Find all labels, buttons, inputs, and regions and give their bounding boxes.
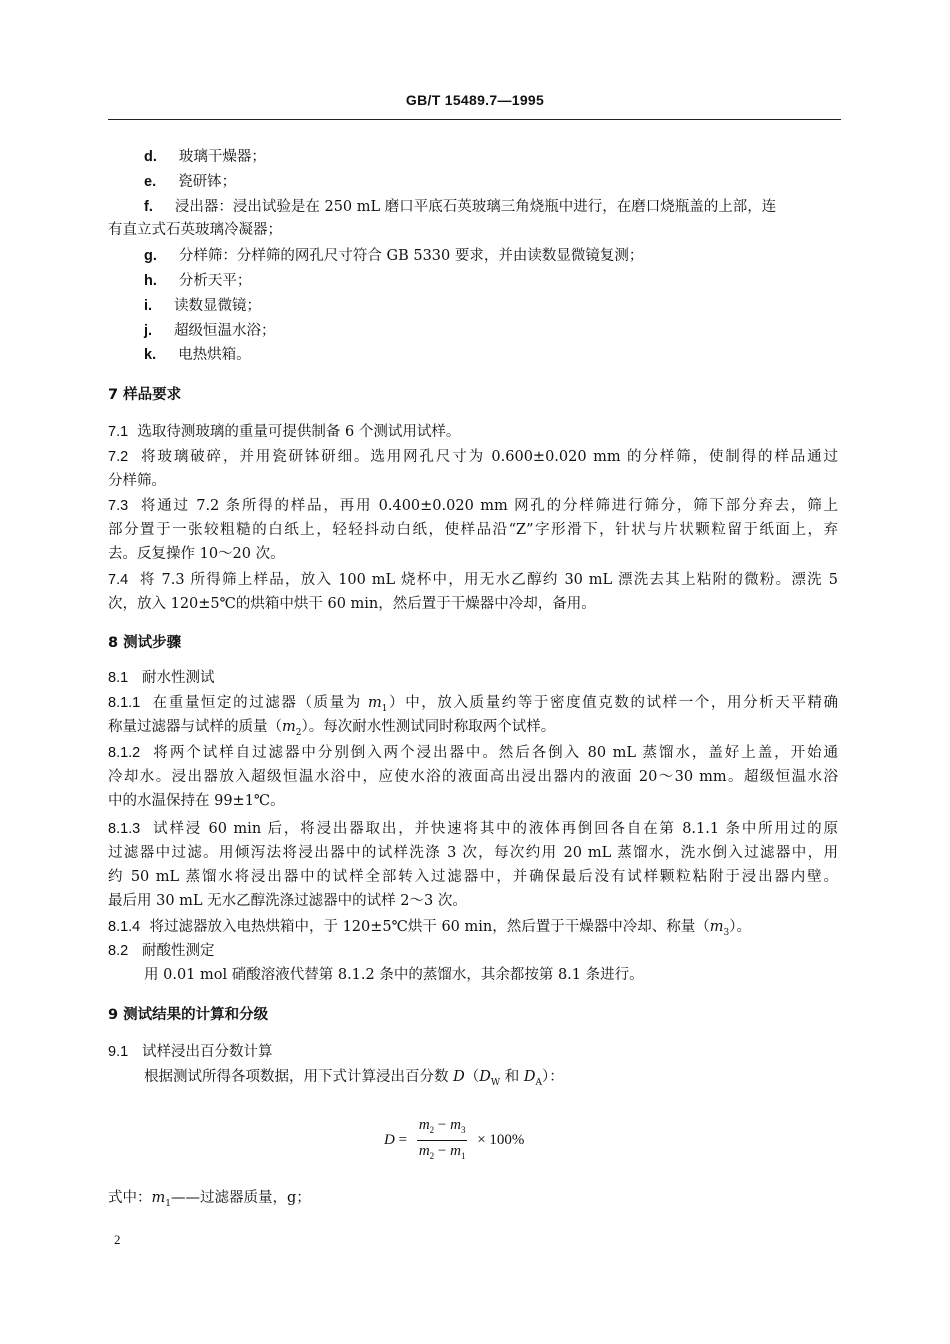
para-8-2-text: 用 0.01 mol 硝酸溶液代替第 8.1.2 条中的蒸馏水，其余都按第 8.1 条进行。 <box>144 967 644 983</box>
item-label: i. <box>144 298 153 314</box>
para-9-1 <box>108 1041 273 1063</box>
para-8-1-2-cont: 冷却水。浸出器放入超级恒温水浴中，应使水浴的液面高出浸出器内的液面 20～30 mm。超级恒温水浴 <box>108 769 838 785</box>
clause-number: 7.2 <box>108 449 129 465</box>
list-item-f-cont: 有直立式石英玻璃冷凝器； <box>108 222 282 238</box>
para-8-1-2-cont2: 中的水温保持在 99±1℃。 <box>108 793 285 809</box>
item-text: 分析天平； <box>178 273 252 289</box>
clause-text: 将通过 7.2 条所得的样品，再用 0.400±0.020 mm 网孔的分样筛进行筛分，筛下部分弃去，筛上 <box>140 498 838 514</box>
item-label: g. <box>144 248 157 264</box>
para-8-1 <box>108 667 215 689</box>
formula-lhs: D <box>384 1131 395 1148</box>
para-7-1 <box>108 421 460 443</box>
section-8-heading: 8 测试步骤 <box>108 635 182 651</box>
clause-title: 耐酸性测定 <box>142 943 215 959</box>
list-item-e <box>144 171 236 193</box>
list-item-g <box>144 245 643 267</box>
para-8-2 <box>108 940 215 962</box>
clause-number: 8.1.2 <box>108 745 141 761</box>
clause-text: 根据测试所得各项数据，用下式计算浸出百分数 <box>144 1069 454 1085</box>
clause-text: 选取待测玻璃的重量可提供制备 6 个测试用试样。 <box>137 424 461 440</box>
item-text: 超级恒温水浴； <box>174 323 276 339</box>
clause-number: 7.1 <box>108 424 129 440</box>
section-9-heading: 9 测试结果的计算和分级 <box>108 1007 269 1023</box>
clause-text: 试样浸 60 min 后，将浸出器取出，并快速将其中的液体再倒回各自在第 8.1.1 条中所用过的原 <box>153 821 838 837</box>
formula-equals: = <box>398 1131 408 1148</box>
item-text: 瓷研钵； <box>178 174 237 190</box>
clause-text-cont: ）中，放入质量约等于密度值克数的试样一个，用分析天平精确 <box>387 695 839 711</box>
item-text: 玻璃干燥器； <box>178 149 266 165</box>
clause-text: 称量过滤器与试样的质量（ <box>108 719 282 735</box>
para-7-3-cont2: 去。反复操作 10～20 次。 <box>108 546 285 562</box>
clause-title: 试样浸出百分数计算 <box>142 1044 273 1060</box>
list-item-j <box>144 320 276 342</box>
clause-title: 耐水性测试 <box>142 670 215 686</box>
clause-text: 在重量恒定的过滤器（质量为 <box>152 695 369 711</box>
formula-fraction <box>417 1116 468 1165</box>
formula-leach-percentage <box>384 1116 524 1165</box>
item-label: e. <box>144 174 157 190</box>
clause-text-cont: ）。每次耐水性测试同时称取两个试样。 <box>301 719 556 735</box>
header-rule <box>108 119 841 120</box>
item-text: 电热烘箱。 <box>178 347 251 363</box>
para-8-1-1-cont: 称量过滤器与试样的质量$(m_2)$。每次耐水性测试同时称取两个试样。 <box>108 719 556 738</box>
para-8-1-3 <box>108 818 838 840</box>
clause-number: 8.1 <box>108 670 129 686</box>
formula-numerator: $m_2 - m_3$ <box>417 1116 468 1141</box>
clause-number: 9.1 <box>108 1044 129 1060</box>
item-label: h. <box>144 273 157 289</box>
list-item-f <box>144 196 776 218</box>
list-item-k <box>144 344 251 366</box>
clause-text: 将两个试样自过滤器中分别倒入两个浸出器中。然后各倒入 80 mL 蒸馏水，盖好上盖，开始通 <box>153 745 839 761</box>
item-label: k. <box>144 347 157 363</box>
formula-multiplier: × 100% <box>477 1131 525 1148</box>
section-7-heading: 7 样品要求 <box>108 387 182 403</box>
document-number: GB/T 15489.7—1995 <box>405 92 545 108</box>
clause-text: 将过滤器放入电热烘箱中，于 120±5℃烘干 60 min，然后置于干燥器中冷却、称量（ <box>149 919 710 935</box>
item-text: 读数显微镜； <box>174 298 262 314</box>
item-label: d. <box>144 149 157 165</box>
para-8-1-1: 8.1.1 在重量恒定的过滤器（质量为 $m_1$）中，放入质量约等于密度值克数的试样一个，用分析天平精确 <box>108 695 839 714</box>
para-8-1-3-cont: 过滤器中过滤。用倾泻法将浸出器中的试样洗涤 3 次，每次约用 20 mL 蒸馏水，洗水倒入过滤器中，用 <box>108 845 838 861</box>
item-label: f. <box>144 199 153 215</box>
item-text: 分样筛：分样筛的网孔尺寸符合 GB 5330 要求，并由读数显微镜复测； <box>178 248 644 264</box>
list-item-h <box>144 270 251 292</box>
clause-number: 8.2 <box>108 943 129 959</box>
list-item-i <box>144 295 261 317</box>
para-7-2 <box>108 446 838 468</box>
where-definition: ——过滤器质量，g； <box>170 1190 311 1206</box>
formula-denominator: $m_2 - m_1$ <box>418 1143 466 1161</box>
page-number: 2 <box>114 1232 121 1247</box>
clause-number: 8.1.1 <box>108 695 141 711</box>
clause-text-cont: ）。 <box>729 919 751 935</box>
item-text: 浸出器：浸出试验是在 250 mL 磨口平底石英玻璃三角烧瓶中进行，在磨口烧瓶盖的上部，连 <box>174 199 777 215</box>
clause-text-cont: ）： <box>542 1069 564 1085</box>
para-7-3-cont: 部分置于一张较粗糙的白纸上，轻轻抖动白纸，使样品沿“Z”字形滑下，针状与片状颗粒留于纸面上，弃 <box>108 522 838 538</box>
para-8-1-3-cont2: 约 50 mL 蒸馏水将浸出器中的试样全部转入过滤器中，并确保最后没有试样颗粒粘附于浸出器内壁。 <box>108 869 838 885</box>
clause-text: 将玻璃破碎，并用瓷研钵研细。选用网孔尺寸为 0.600±0.020 mm 的分样筛，使制得的样品通过 <box>141 449 839 465</box>
clause-number: 8.1.3 <box>108 821 141 837</box>
list-item-d <box>144 146 266 168</box>
para-9-1-text: 根据测试所得各项数据，用下式计算浸出百分数 $D(D_W$ 和 $D_A$）： <box>144 1069 564 1088</box>
para-8-1-3-cont3: 最后用 30 mL 无水乙醇洗涤过滤器中的试样 2～3 次。 <box>108 893 467 909</box>
para-7-4-cont: 次，放入 120±5℃的烘箱中烘干 60 min，然后置于干燥器中冷却，备用。 <box>108 596 596 612</box>
para-8-1-2 <box>108 742 838 764</box>
clause-number: 7.4 <box>108 572 129 588</box>
clause-number: 7.3 <box>108 498 129 514</box>
para-7-4 <box>108 569 838 591</box>
para-8-1-4: 8.1.4 将过滤器放入电热烘箱中，于 120±5℃烘干 60 min，然后置于干燥器中冷却、称量$(m_3)$。 <box>108 919 751 938</box>
para-7-3 <box>108 495 838 517</box>
item-label: j. <box>144 323 153 339</box>
para-7-2-cont: 分样筛。 <box>108 473 166 489</box>
clause-number: 8.1.4 <box>108 919 141 935</box>
variable-definition: 式中：$m_1——$过滤器质量，g； <box>108 1190 311 1209</box>
where-prefix: 式中： <box>108 1190 152 1206</box>
clause-text: 将 7.3 所得筛上样品，放入 100 mL 烧杯中，用无水乙醇约 30 mL 漂洗去其上粘附的微粉。漂洗 5 <box>139 572 839 588</box>
